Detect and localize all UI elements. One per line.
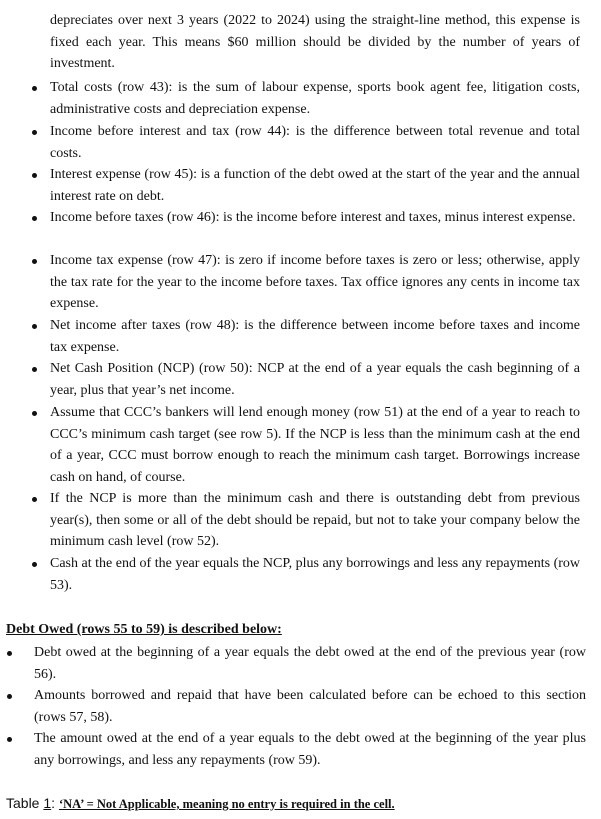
- caption-colon: :: [51, 795, 59, 811]
- continued-paragraph: depreciates over next 3 years (2022 to 2024) using the straight-line method, this expense is fixed each year. This means $60 million should be divided by the number of years of investment.: [50, 13, 580, 71]
- list-item: Net income after taxes (row 48): is the difference between income before taxes and income tax expense.: [50, 315, 580, 358]
- bullet-icon: [7, 651, 12, 656]
- list-item: Amounts borrowed and repaid that have been calculated before can be echoed to this section (rows 57, 58).: [34, 685, 586, 728]
- list-item: Total costs (row 43): is the sum of labour expense, sports book agent fee, litigation costs, administrative costs and depreciation expense.: [50, 77, 580, 120]
- list-item: Net Cash Position (NCP) (row 50): NCP at the end of a year equals the cash beginning of a year, plus that year’s net income.: [50, 358, 580, 401]
- bullet-icon: [32, 411, 37, 416]
- list-item: Income before taxes (row 46): is the income before interest and taxes, minus interest expense.: [50, 207, 580, 229]
- bullet-icon: [32, 497, 37, 502]
- list-item: Interest expense (row 45): is a function of the debt owed at the start of the year and the annual interest rate on debt.: [50, 164, 580, 207]
- list-item: If the NCP is more than the minimum cash and there is outstanding debt from previous year(s), then some or all of the debt should be repaid, but not to take your company below the minimum cash level (row 52).: [50, 488, 580, 553]
- bullet-icon: [32, 216, 37, 221]
- list-item: Debt owed at the beginning of a year equals the debt owed at the end of the previous year (row 56).: [34, 642, 586, 685]
- bullet-icon: [7, 694, 12, 699]
- bullet-icon: [32, 367, 37, 372]
- bullet-icon: [7, 737, 12, 742]
- list-item: Income before interest and tax (row 44): is the difference between total revenue and total costs.: [50, 121, 580, 164]
- bullet-icon: [32, 562, 37, 567]
- list-item: The amount owed at the end of a year equals to the debt owed at the beginning of the year plus any borrowings, and less any repayments (row 59).: [34, 728, 586, 771]
- caption-text: ‘NA’ = Not Applicable, meaning no entry is required in the cell.: [58, 797, 395, 811]
- caption-label: Table: [6, 795, 44, 811]
- list-item: Cash at the end of the year equals the NCP, plus any borrowings and less any repayments (row 53).: [50, 553, 580, 596]
- bullet-icon: [32, 259, 37, 264]
- bullet-icon: [32, 86, 37, 91]
- table-caption: [6, 792, 395, 815]
- bullet-icon: [32, 130, 37, 135]
- debt-owed-heading: Debt Owed (rows 55 to 59) is described below:: [6, 622, 282, 637]
- bullet-icon: [32, 173, 37, 178]
- bullet-icon: [32, 324, 37, 329]
- caption-number: 1: [43, 795, 52, 811]
- list-item: Assume that CCC’s bankers will lend enough money (row 51) at the end of a year to reach to CCC’s minimum cash target (see row 5). If the NCP is less than the minimum cash at the end of a year, CCC must borrow enough to reach the minimum cash target. Borrowings increase cash on hand, of course.: [50, 402, 580, 488]
- list-item: Income tax expense (row 47): is zero if income before taxes is zero or less; otherwise, apply the tax rate for the year to the income before taxes. Tax office ignores any cents in income tax expense.: [50, 250, 580, 315]
